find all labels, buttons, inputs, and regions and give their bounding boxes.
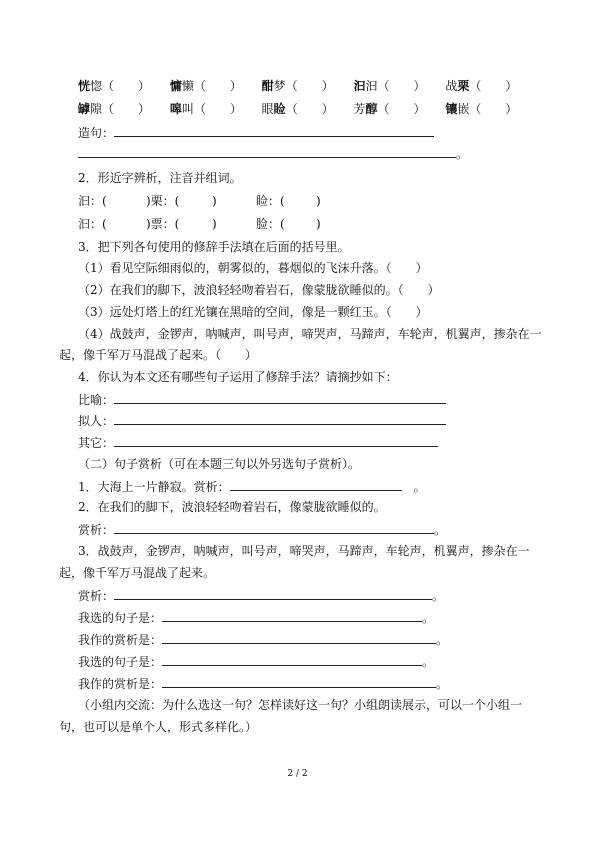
answer-blank[interactable] (114, 587, 432, 600)
q3-item: （1）看见空际细雨似的，朝雾似的，暮烟似的飞沫升落。（ ） (78, 261, 428, 275)
vocab-item: 恍惚（ ） (78, 79, 151, 93)
q4-title: 4．你认为本文还有哪些句子运用了修辞手法？请摘抄如下： (78, 370, 398, 384)
vocab-row-2 (78, 101, 533, 117)
zaoju-line-2 (78, 145, 468, 162)
vocab-row-1 (78, 78, 533, 94)
q3-item-cont: 起，像千军万马混战了起来。（ ） (59, 348, 258, 362)
zaoju-label: 造句： (78, 126, 115, 140)
chosen-sentence-2: 我选的句子是： 。 (78, 655, 435, 669)
vocab-item: 汩汩（ ） (353, 79, 426, 93)
page-number: 2 / 2 (287, 769, 308, 779)
q3-title: 3．把下列各句使用的修辞手法填在后面的括号里。 (78, 240, 350, 254)
part2-s3b: 起，像千军万马混战了起来。 (59, 566, 216, 580)
vocab-item: 酣梦（ ） (261, 79, 334, 93)
part2-heading: （二）句子赏析（可在本题三句以外另选句子赏析）。 (78, 457, 361, 471)
note-line-1: （小组内交流：为什么选这一句？怎样读好这一句？小组朗读展示，可以一个小组一 (78, 698, 523, 712)
answer-blank[interactable] (78, 145, 456, 158)
answer-blank[interactable] (230, 478, 402, 491)
q4-line-metaphor: 比喻： (78, 391, 446, 408)
answer-blank[interactable] (162, 609, 422, 622)
vocab-item: 芳醇（ ） (353, 102, 426, 116)
period: 。 (456, 147, 469, 161)
answer-blank[interactable] (114, 391, 446, 404)
answer-blank[interactable] (162, 675, 436, 688)
chosen-sentence-1: 我选的句子是： 。 (78, 611, 435, 625)
answer-blank[interactable] (114, 412, 446, 425)
q3-item: （3）远处灯塔上的红光镶在黑暗的空间，像是一颗红玉。（ ） (78, 305, 428, 319)
q2-row-2: 汩：( )票：( ) 脸：( ) (78, 217, 321, 231)
note-line-2: 句，也可以是单个人，形式多样化。） (59, 720, 258, 734)
answer-blank[interactable] (162, 653, 422, 666)
vocab-item: 嗥叫（ ） (169, 102, 242, 116)
part2-s2-analysis: 赏析： 。 (78, 523, 447, 537)
part2-s2: 2．在我们的脚下，波浪轻轻吻着岩石，像蒙胧欲睡似的。 (78, 500, 386, 514)
part2-s1: 1．大海上一片静寂。赏析： 。 (78, 480, 426, 494)
part2-s3a: 3．战鼓声，金锣声，呐喊声，叫号声，啼哭声，马蹄声，车轮声，机翼声，掺杂在一 (78, 544, 530, 558)
vocab-item: 慵懒（ ） (169, 79, 242, 93)
q4-line-other: 其它： (78, 434, 438, 451)
q2-title: 2．形近字辨析，注音并组词。 (78, 171, 242, 185)
q3-item: （2）在我们的脚下，波浪轻轻吻着岩石，像蒙胧欲睡似的。（ ） (78, 283, 440, 297)
vocab-item: 眼睑（ ） (261, 102, 334, 116)
answer-blank[interactable] (114, 521, 434, 534)
part2-s3-analysis: 赏析： 。 (78, 589, 445, 603)
q2-row-1: 汩：( )栗：( ) 睑：( ) (78, 194, 321, 208)
analysis-2: 我作的赏析是： 。 (78, 677, 449, 691)
vocab-item: 罅隙（ ） (78, 102, 151, 116)
vocab-item: 战栗（ ） (445, 79, 518, 93)
vocab-item: 镶嵌（ ） (445, 102, 518, 116)
answer-blank[interactable] (114, 124, 434, 137)
q4-line-personification: 拟人： (78, 412, 446, 429)
answer-blank[interactable] (114, 434, 438, 447)
zaoju-line (78, 124, 434, 141)
q3-item: （4）战鼓声，金锣声，呐喊声，叫号声，啼哭声，马蹄声，车轮声，机翼声，掺杂在一 (78, 327, 542, 341)
answer-blank[interactable] (162, 631, 436, 644)
analysis-1: 我作的赏析是： 。 (78, 633, 449, 647)
